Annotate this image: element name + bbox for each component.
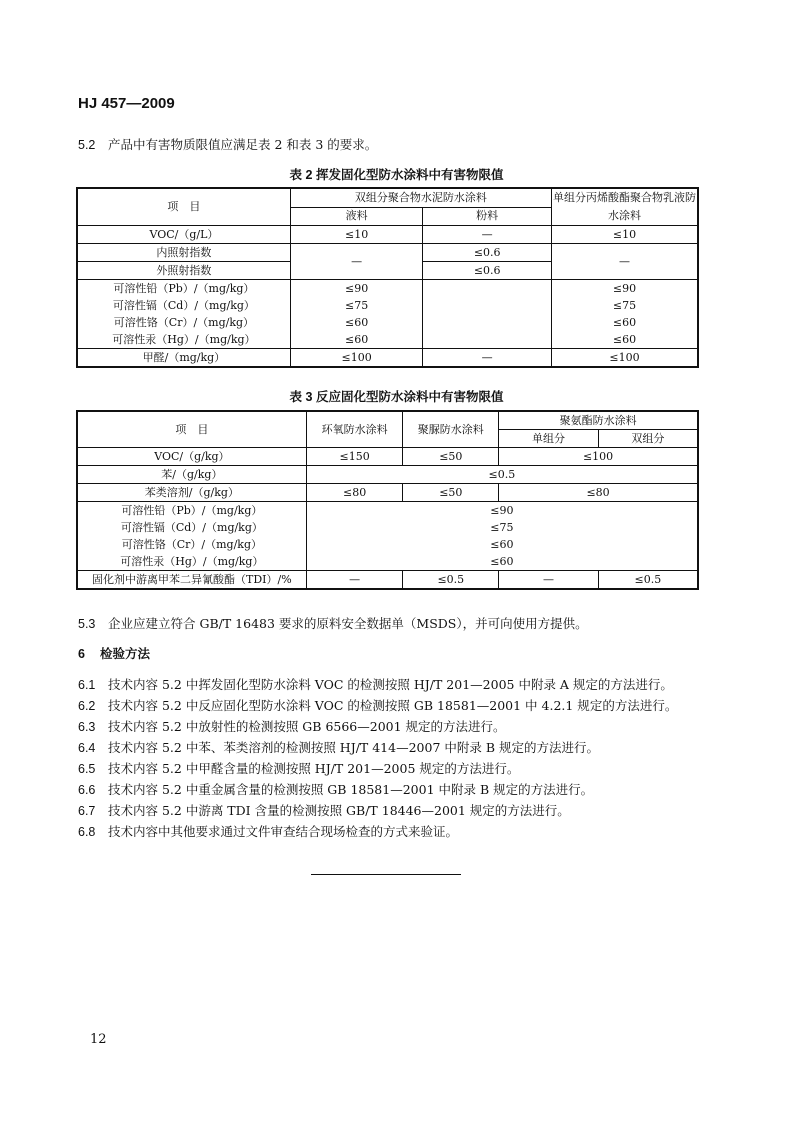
clause-text: 技术内容 5.2 中游离 TDI 含量的检测按照 GB/T 18446—2001 规定的方法进行。 xyxy=(108,803,570,818)
cell-value: ≤90 xyxy=(551,280,698,298)
clause-6-7 xyxy=(78,801,570,819)
cell-value: ≤80 xyxy=(499,484,698,502)
row-label: 可溶性汞（Hg）/（mg/kg） xyxy=(77,553,306,571)
row-label: 固化剂中游离甲苯二异氰酸酯（TDI）/% xyxy=(77,571,306,590)
clause-number: 6.1 xyxy=(78,678,96,692)
cell-value: ≤0.5 xyxy=(306,466,698,484)
row-label: 可溶性汞（Hg）/（mg/kg） xyxy=(77,331,290,349)
row-label: VOC/（g/L） xyxy=(77,226,290,244)
section-title: 检验方法 xyxy=(100,647,151,661)
table-header-group1: 双组分聚合物水泥防水涂料 xyxy=(290,188,551,207)
row-label: 可溶性铬（Cr）/（mg/kg） xyxy=(77,314,290,331)
table-header-item: 项 目 xyxy=(77,188,290,226)
row-label: 苯/（g/kg） xyxy=(77,466,306,484)
table-2 xyxy=(76,187,699,368)
row-label: 可溶性铅（Pb）/（mg/kg） xyxy=(77,280,290,298)
cell-value: ≤100 xyxy=(499,448,698,466)
clause-text: 技术内容中其他要求通过文件审查结合现场检查的方式来验证。 xyxy=(108,824,459,839)
cell-empty xyxy=(423,280,552,349)
cell-value: ≤75 xyxy=(551,297,698,314)
clause-number: 6.8 xyxy=(78,825,96,839)
cell-value: ≤60 xyxy=(306,536,698,553)
clause-number: 6.6 xyxy=(78,783,96,797)
cell-value: — xyxy=(290,244,423,280)
row-label: 甲醛/（mg/kg） xyxy=(77,349,290,368)
end-rule xyxy=(311,874,461,875)
cell-value: — xyxy=(551,244,698,280)
cell-value: — xyxy=(423,349,552,368)
row-label: 内照射指数 xyxy=(77,244,290,262)
clause-6-4 xyxy=(78,738,599,756)
table-header-epoxy: 环氧防水涂料 xyxy=(306,411,403,448)
cell-value: — xyxy=(499,571,599,590)
clause-6-5 xyxy=(78,759,519,777)
cell-value: ≤10 xyxy=(290,226,423,244)
cell-value: ≤60 xyxy=(551,314,698,331)
clause-text: 产品中有害物质限值应满足表 2 和表 3 的要求。 xyxy=(108,137,378,152)
table-header-pu: 聚氨酯防水涂料 xyxy=(499,411,698,430)
row-label: VOC/（g/kg） xyxy=(77,448,306,466)
cell-value: ≤100 xyxy=(290,349,423,368)
cell-value: ≤50 xyxy=(403,484,499,502)
cell-value: ≤60 xyxy=(551,331,698,349)
cell-value: ≤60 xyxy=(290,314,423,331)
clause-number: 6.5 xyxy=(78,762,96,776)
clause-text: 技术内容 5.2 中放射性的检测按照 GB 6566—2001 规定的方法进行。 xyxy=(108,719,506,734)
page-number: 12 xyxy=(90,1032,107,1047)
table-header-group2: 单组分丙烯酸酯聚合物乳液防水涂料 xyxy=(551,188,698,226)
table-2-caption: 表 2 挥发固化型防水涂料中有害物限值 xyxy=(289,168,504,182)
document-code-header: HJ 457—2009 xyxy=(78,95,175,112)
clause-6-6 xyxy=(78,780,593,798)
cell-value: ≤60 xyxy=(290,331,423,349)
cell-value: ≤0.5 xyxy=(598,571,698,590)
cell-value: — xyxy=(423,226,552,244)
cell-value: ≤10 xyxy=(551,226,698,244)
cell-value: ≤60 xyxy=(306,553,698,571)
clause-text: 技术内容 5.2 中苯、苯类溶剂的检测按照 HJ/T 414—2007 中附录 B 规定的方法进行。 xyxy=(108,740,600,755)
row-label: 外照射指数 xyxy=(77,262,290,280)
clause-number: 5.3 xyxy=(78,617,96,631)
cell-value: ≤90 xyxy=(290,280,423,298)
cell-value: ≤0.5 xyxy=(403,571,499,590)
clause-6-1 xyxy=(78,675,673,693)
cell-value: ≤90 xyxy=(306,502,698,520)
row-label: 可溶性镉（Cd）/（mg/kg） xyxy=(77,519,306,536)
table-header-double: 双组分 xyxy=(598,430,698,448)
clause-text: 企业应建立符合 GB/T 16483 要求的原料安全数据单（MSDS），并可向使用方提供。 xyxy=(108,616,588,631)
row-label: 可溶性铅（Pb）/（mg/kg） xyxy=(77,502,306,520)
clause-6-3 xyxy=(78,717,506,735)
clause-number: 5.2 xyxy=(78,138,96,152)
clause-text: 技术内容 5.2 中重金属含量的检测按照 GB 18581—2001 中附录 B 规定的方法进行。 xyxy=(108,782,594,797)
section-number: 6 xyxy=(78,647,85,661)
table-3-caption: 表 3 反应固化型防水涂料中有害物限值 xyxy=(289,390,504,404)
table-header-polyurea: 聚脲防水涂料 xyxy=(403,411,499,448)
cell-value: ≤75 xyxy=(306,519,698,536)
cell-value: — xyxy=(306,571,403,590)
cell-value: ≤75 xyxy=(290,297,423,314)
row-label: 可溶性铬（Cr）/（mg/kg） xyxy=(77,536,306,553)
clause-number: 6.7 xyxy=(78,804,96,818)
clause-6-2 xyxy=(78,696,677,714)
table-header-powder: 粉料 xyxy=(423,207,552,226)
table-3 xyxy=(76,410,699,590)
clause-number: 6.2 xyxy=(78,699,96,713)
row-label: 苯类溶剂/（g/kg） xyxy=(77,484,306,502)
table-header-single: 单组分 xyxy=(499,430,599,448)
cell-value: ≤0.6 xyxy=(423,262,552,280)
clause-6-8 xyxy=(78,822,458,840)
cell-value: ≤0.6 xyxy=(423,244,552,262)
clause-number: 6.4 xyxy=(78,741,96,755)
cell-value: ≤100 xyxy=(551,349,698,368)
clause-number: 6.3 xyxy=(78,720,96,734)
cell-value: ≤50 xyxy=(403,448,499,466)
table-header-liquid: 液料 xyxy=(290,207,423,226)
clause-text: 技术内容 5.2 中反应固化型防水涂料 VOC 的检测按照 GB 18581—2001 中 4.2.1 规定的方法进行。 xyxy=(108,698,678,713)
table-header-item: 项 目 xyxy=(77,411,306,448)
cell-value: ≤150 xyxy=(306,448,403,466)
clause-text: 技术内容 5.2 中甲醛含量的检测按照 HJ/T 201—2005 规定的方法进行。 xyxy=(108,761,520,776)
clause-5-3 xyxy=(78,614,588,632)
clause-text: 技术内容 5.2 中挥发固化型防水涂料 VOC 的检测按照 HJ/T 201—2005 中附录 A 规定的方法进行。 xyxy=(108,677,673,692)
row-label: 可溶性镉（Cd）/（mg/kg） xyxy=(77,297,290,314)
clause-5-2 xyxy=(78,135,377,153)
cell-value: ≤80 xyxy=(306,484,403,502)
section-6-heading xyxy=(78,644,150,662)
